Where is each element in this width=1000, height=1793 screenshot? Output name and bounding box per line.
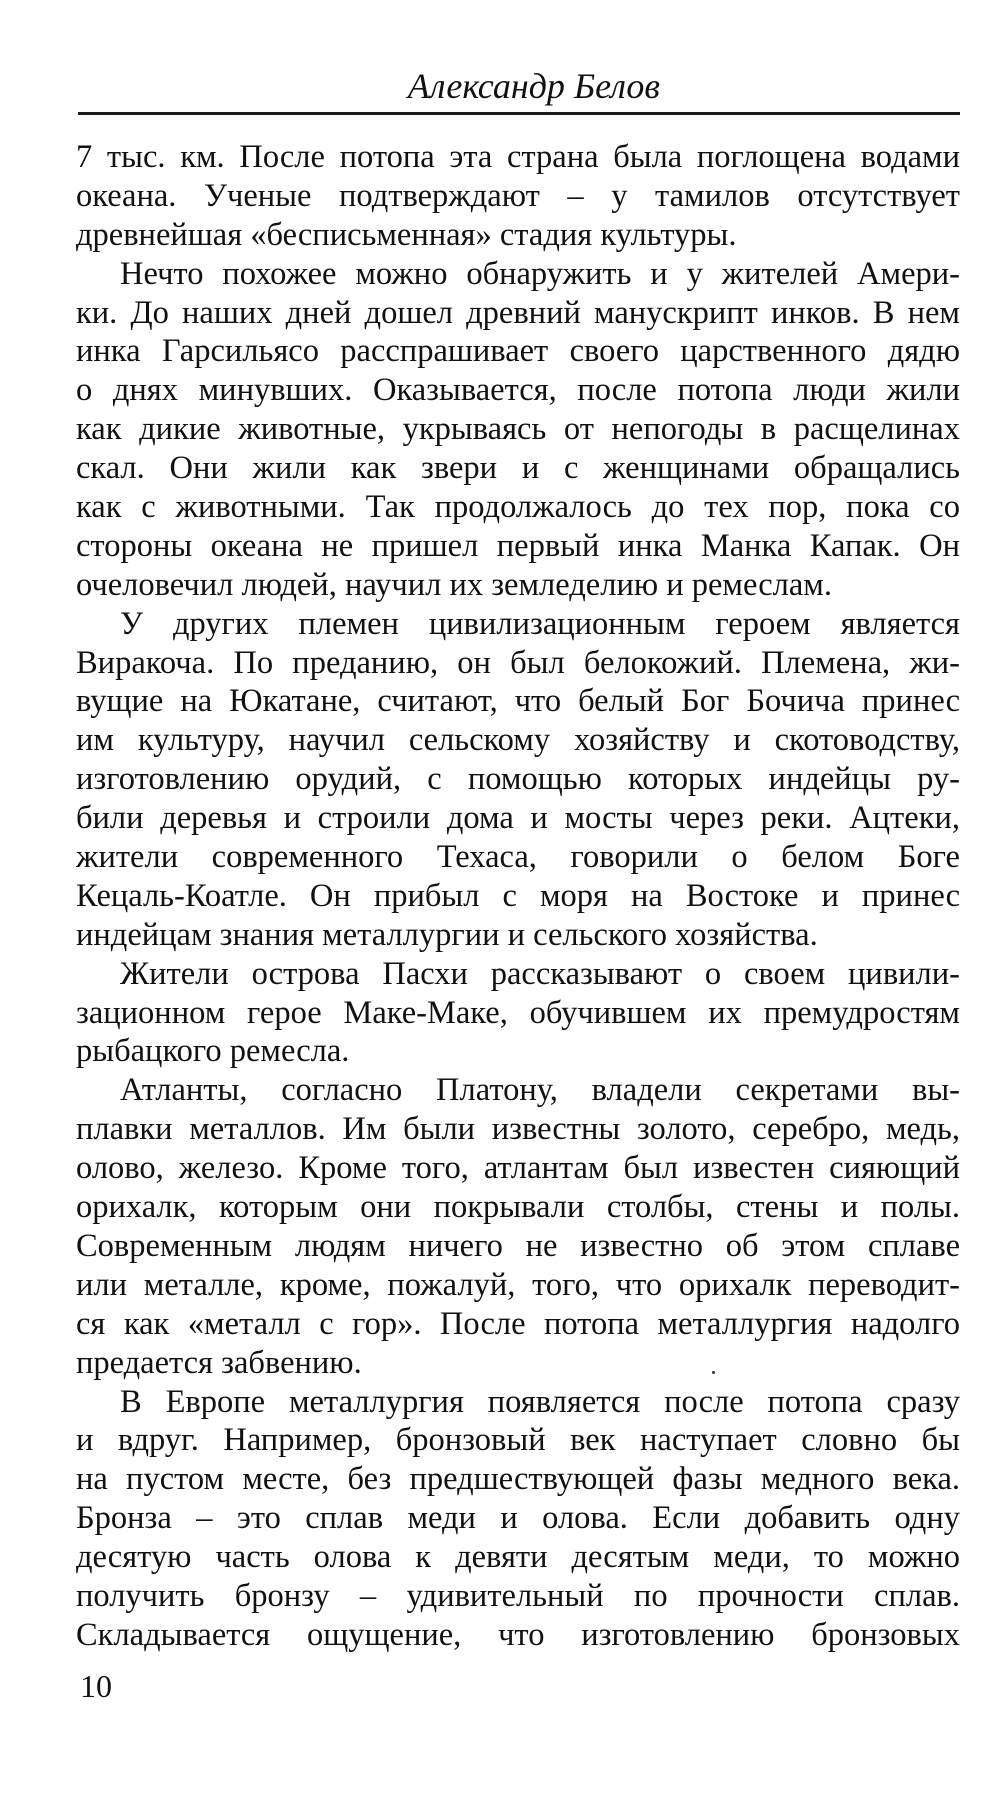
body-text xyxy=(76,138,960,1655)
text-line: рыбацкого ремесла. xyxy=(76,1033,350,1070)
text-line: скал. Они жили как звери и с женщинами обращались xyxy=(76,450,960,487)
paragraph-1 xyxy=(76,138,960,255)
text-line: и вдруг. Например, бронзовый век наступает словно бы xyxy=(76,1422,960,1459)
text-line: индейцам знания металлургии и сельского хозяйства. xyxy=(76,916,818,953)
paragraph-3 xyxy=(76,605,960,955)
text-line: ся как «металл с гор». После потопа металлургия надолго xyxy=(76,1305,960,1342)
text-line: им культуру, научил сельскому хозяйству и скотоводству, xyxy=(76,722,960,759)
text-line: плавки металлов. Им были известны золото, серебро, медь, xyxy=(76,1111,960,1148)
text-line: били деревья и строили дома и мосты через реки. Ацтеки, xyxy=(76,800,960,837)
text-line: на пустом месте, без предшествующей фазы медного века. xyxy=(76,1461,960,1498)
text-line: Атланты, согласно Платону, владели секретами вы- xyxy=(120,1072,960,1109)
text-line: как дикие животные, укрываясь от непогоды в расщелинах xyxy=(76,411,960,448)
running-head-author: Александр Белов xyxy=(407,66,660,106)
text-line: олово, железо. Кроме того, атлантам был известен сияющий xyxy=(76,1150,960,1187)
text-line: стороны океана не пришел первый инка Манка Капак. Он xyxy=(76,527,960,564)
text-line: Жители острова Пасхи рассказывают о своем цивили- xyxy=(120,955,960,992)
text-line: орихалк, которым они покрывали столбы, стены и полы. xyxy=(76,1189,960,1226)
text-line: предается забвению. xyxy=(76,1344,362,1381)
text-line: или металле, кроме, пожалуй, того, что орихалк переводит- xyxy=(76,1266,960,1303)
text-line: Виракоча. По преданию, он был белокожий. Племена, жи- xyxy=(76,644,960,681)
text-line: жители современного Техаса, говорили о белом Боге xyxy=(76,839,960,876)
text-line: 7 тыс. км. После потопа эта страна была поглощена водами xyxy=(76,139,960,175)
paragraph-2 xyxy=(76,255,960,605)
text-line: ки. До наших дней дошел древний манускрипт инков. В нем xyxy=(76,294,960,331)
text-line: В Европе металлургия появляется после потопа сразу xyxy=(120,1383,960,1420)
text-line: Современным людям ничего не известно об этом сплаве xyxy=(76,1227,960,1264)
paragraph-6 xyxy=(76,1383,960,1655)
text-line: Складывается ощущение, что изготовлению бронзовых xyxy=(76,1616,960,1653)
text-line: Нечто похожее можно обнаружить и у жителей Амери- xyxy=(120,255,960,292)
paragraph-5 xyxy=(76,1071,960,1382)
text-line: океана. Ученые подтверждают – у тамилов отсутствует xyxy=(76,177,960,214)
text-line: очеловечил людей, научил их земледелию и ремеслам. xyxy=(76,566,832,603)
text-line: зационном герое Маке-Маке, обучившем их премудростям xyxy=(76,994,960,1031)
running-head xyxy=(78,62,960,115)
text-line: как с животными. Так продолжалось до тех пор, пока со xyxy=(76,489,960,526)
text-line: десятую часть олова к девяти десятым меди, то можно xyxy=(76,1539,960,1576)
text-line: получить бронзу – удивительный по прочности сплав. xyxy=(76,1577,960,1614)
text-line: Кецаль-Коатле. Он прибыл с моря на Востоке и принес xyxy=(76,877,960,914)
print-speck xyxy=(712,1371,715,1374)
page-number: 10 xyxy=(80,1668,112,1704)
text-line: о днях минувших. Оказывается, после потопа люди жили xyxy=(76,372,960,409)
text-line: инка Гарсильясо расспрашивает своего царственного дядю xyxy=(76,333,960,370)
text-line: вущие на Юкатане, считают, что белый Бог Бочича принес xyxy=(76,683,960,720)
text-line: Бронза – это сплав меди и олова. Если добавить одну xyxy=(76,1500,960,1537)
text-line: У других племен цивилизационным героем является xyxy=(120,605,960,642)
text-line: древнейшая «бесписьменная» стадия культуры. xyxy=(76,216,737,253)
paragraph-4 xyxy=(76,955,960,1072)
text-line: изготовлению орудий, с помощью которых индейцы ру- xyxy=(76,761,960,798)
